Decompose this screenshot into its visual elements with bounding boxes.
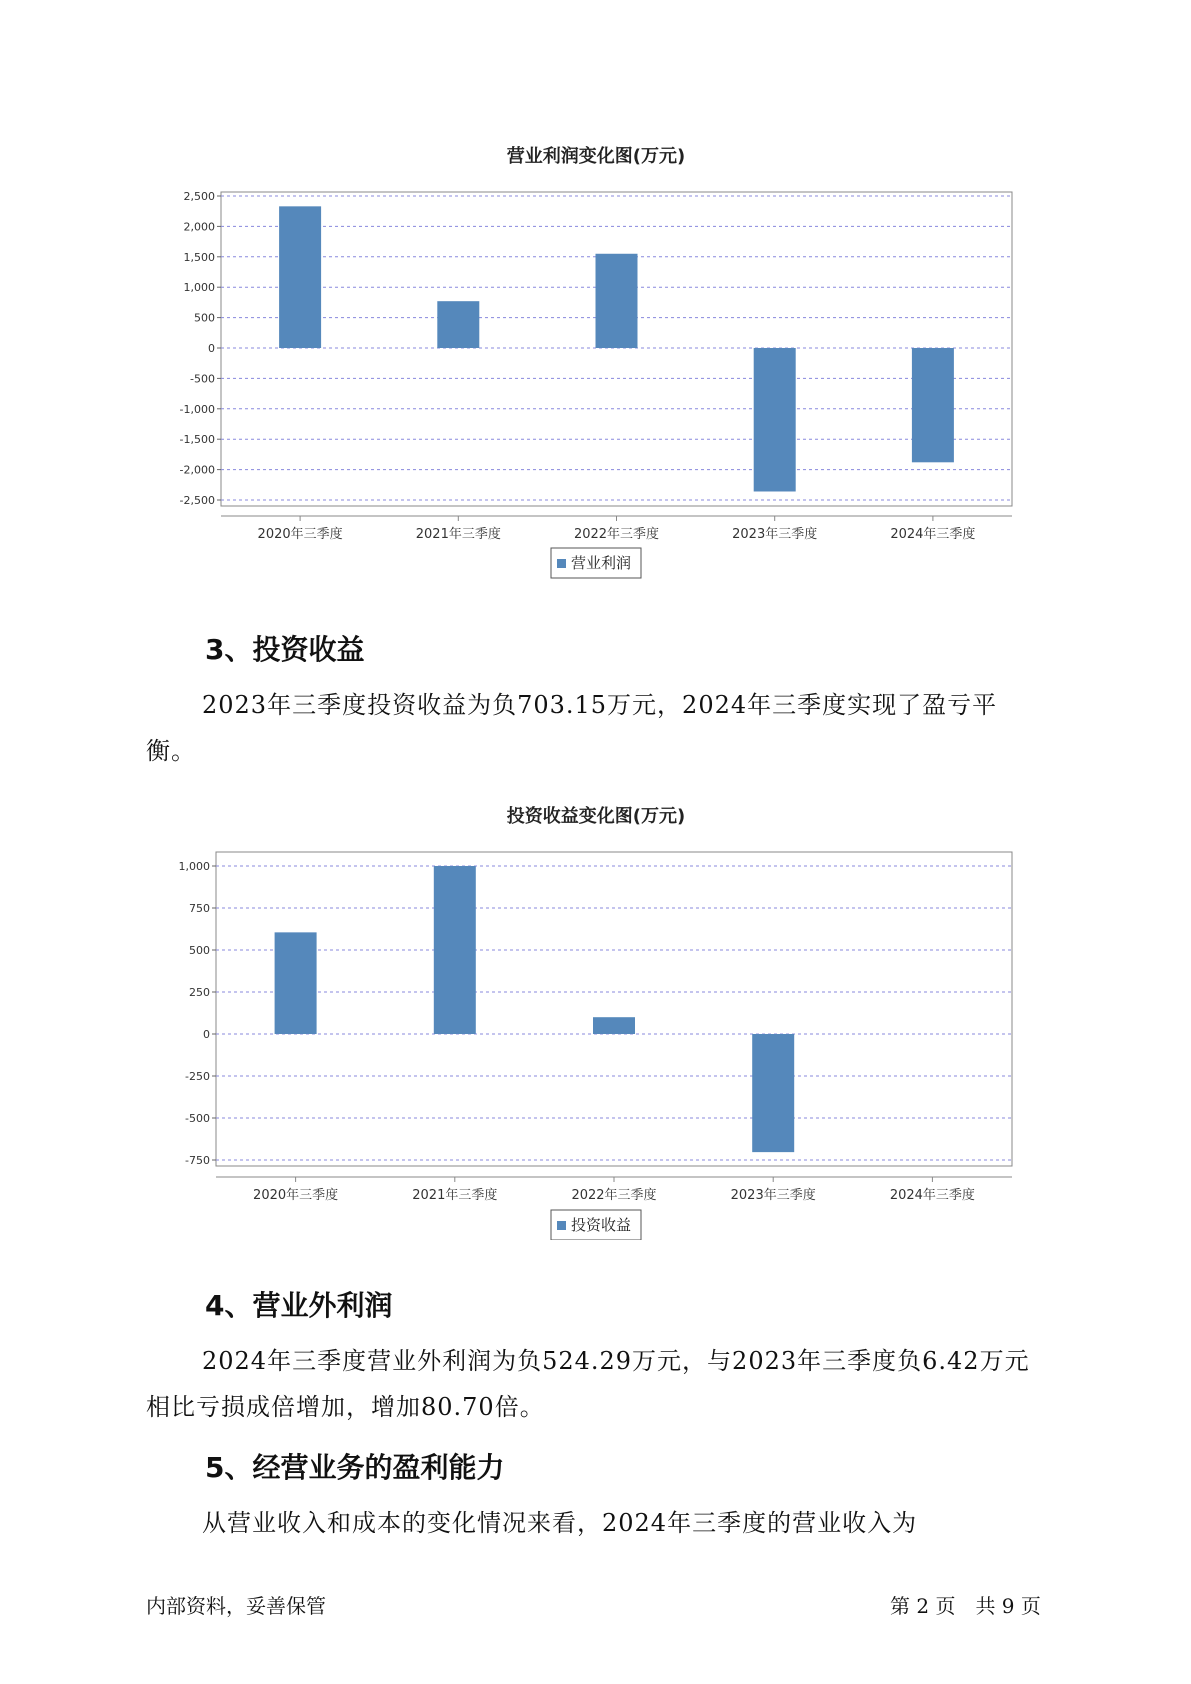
footer-confidential-note: 内部资料，妥善保管: [146, 1594, 326, 1618]
plot-area: [216, 852, 1012, 1166]
x-tick-label: 2023年三季度: [732, 527, 818, 542]
y-tick-label: -1,000: [179, 402, 215, 416]
section-4-heading: 4、营业外利润: [205, 1289, 393, 1322]
y-tick-label: 750: [189, 902, 210, 915]
y-tick-label: -2,500: [179, 494, 215, 507]
bar: [275, 932, 317, 1034]
y-tick-label: 2,500: [183, 190, 215, 203]
investment-income-chart: [0, 800, 1191, 1240]
operating-profit-chart: [0, 140, 1191, 600]
plot-area: [221, 192, 1012, 506]
bar: [434, 866, 476, 1034]
bar: [596, 254, 638, 348]
bar: [593, 1017, 635, 1034]
y-tick-label: -2,000: [179, 463, 215, 477]
legend-label: 投资收益: [571, 1216, 632, 1234]
chart-title: 投资收益变化图(万元): [506, 806, 686, 827]
y-tick-label: 1,000: [183, 281, 215, 295]
legend-swatch: [557, 1221, 566, 1230]
y-tick-label: 500: [189, 944, 210, 957]
operating-profit-chart-svg: [0, 140, 1191, 600]
y-tick-label: -500: [185, 1112, 210, 1125]
bar: [279, 206, 321, 348]
investment-income-chart-svg: [0, 800, 1191, 1240]
y-tick-label: 500: [194, 311, 215, 325]
section-5-text: 从营业收入和成本的变化情况来看，2024年三季度的营业收入为: [202, 1509, 918, 1537]
bar: [437, 301, 479, 348]
y-tick-label: 250: [189, 986, 210, 999]
legend-label: 营业利润: [571, 554, 632, 572]
y-tick-label: 0: [203, 1028, 210, 1041]
y-tick-label: 2,000: [183, 220, 215, 234]
y-tick-label: 0: [208, 342, 215, 355]
x-tick-label: 2021年三季度: [415, 527, 501, 542]
y-tick-label: 1,500: [183, 250, 215, 264]
y-tick-label: -750: [185, 1154, 210, 1167]
y-tick-label: -250: [185, 1070, 210, 1083]
x-tick-label: 2020年三季度: [253, 1188, 339, 1203]
x-tick-label: 2024年三季度: [889, 1188, 975, 1203]
y-tick-label: 1,000: [178, 860, 210, 873]
x-tick-label: 2021年三季度: [412, 1188, 498, 1203]
x-tick-label: 2024年三季度: [890, 527, 976, 542]
bar: [752, 1034, 794, 1152]
y-tick-label: -500: [190, 372, 215, 386]
chart-title: 营业利润变化图(万元): [506, 146, 686, 167]
footer-page-number: 第 2 页 共 9 页: [890, 1594, 1041, 1618]
y-tick-label: -1,500: [179, 433, 215, 447]
section-4-text: 2024年三季度营业外利润为负524.29万元，与2023年三季度负6.42万元相比亏损成倍增加，增加80.70倍。: [146, 1347, 1030, 1421]
bar: [912, 348, 954, 462]
section-5-heading: 5、经营业务的盈利能力: [205, 1451, 505, 1484]
legend-swatch: [557, 559, 566, 568]
x-tick-label: 2022年三季度: [573, 527, 660, 542]
bar: [754, 348, 796, 491]
x-tick-label: 2020年三季度: [257, 527, 343, 542]
section-3-text: 2023年三季度投资收益为负703.15万元，2024年三季度实现了盈亏平衡。: [146, 691, 998, 765]
x-tick-label: 2023年三季度: [730, 1188, 816, 1203]
section-3-heading: 3、投资收益: [205, 633, 365, 666]
x-tick-label: 2022年三季度: [571, 1188, 657, 1203]
